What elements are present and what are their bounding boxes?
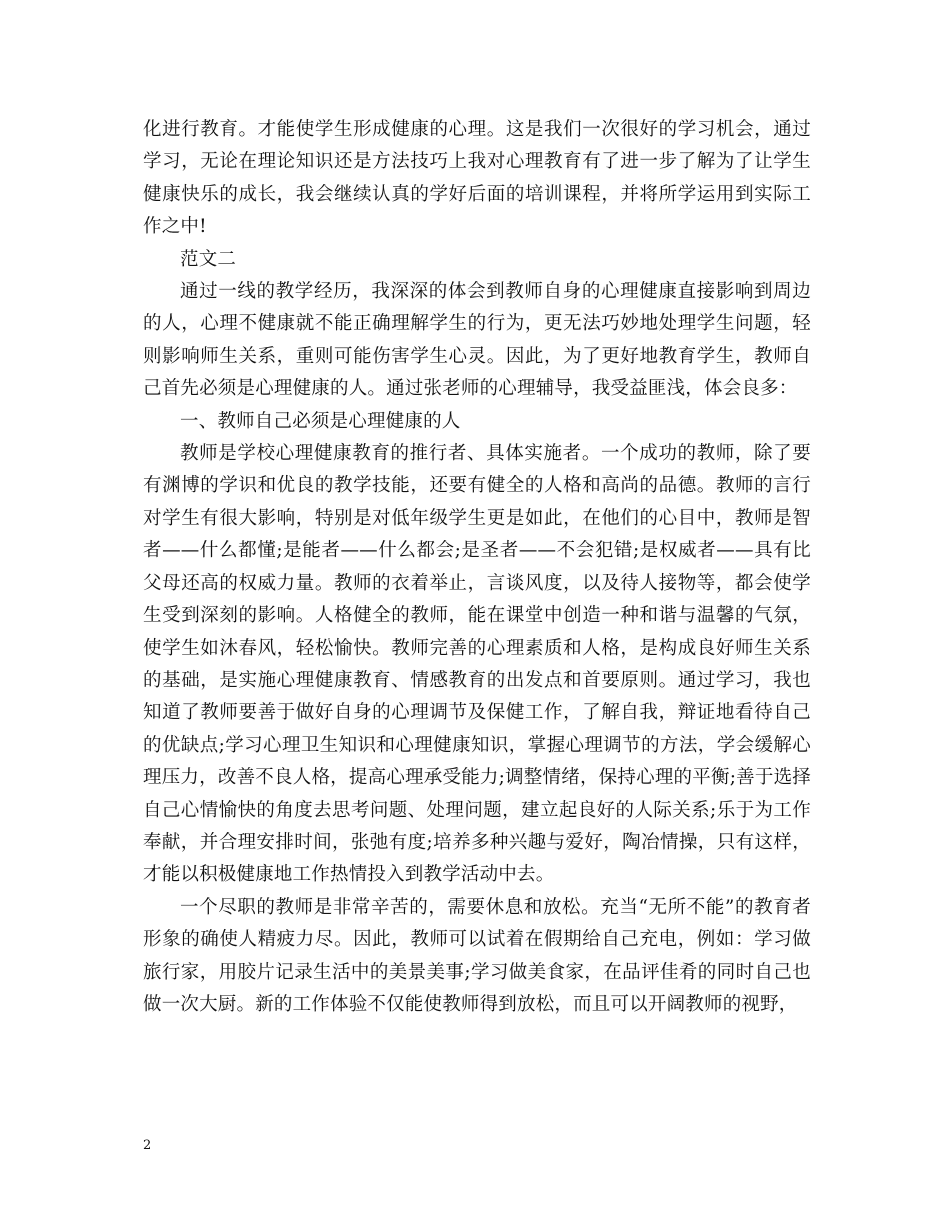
document-body bbox=[143, 114, 811, 1021]
page-number: 2 bbox=[143, 1138, 152, 1153]
paragraph-continuation: 化进行教育。才能使学生形成健康的心理。这是我们一次很好的学习机会，通过学习，无论在理论知识还是方法技巧上我对心理教育有了进一步了解为了让学生健康快乐的成长，我会继续认真的学好后面的培训课程，并将所学运用到实际工作之中! bbox=[143, 119, 811, 238]
subsection-heading: 一、教师自己必须是心理健康的人 bbox=[180, 410, 461, 432]
paragraph-teacher-role: 教师是学校心理健康教育的推行者、具体实施者。一个成功的教师，除了要有渊博的学识和优良的教学技能，还要有健全的人格和高尚的品德。教师的言行对学生有很大影响，特别是对低年级学生更是如此，在他们的心目中，教师是智者——什么都懂;是能者——什么都会;是圣者——不会犯错;是权威者——具有比父母还高的权威力量。教师的衣着举止，言谈风度，以及待人接物等，都会使学生受到深刻的影响。人格健全的教师，能在课堂中创造一种和谐与温馨的气氛，使学生如沐春风，轻松愉快。教师完善的心理素质和人格，是构成良好师生关系的基础，是实施心理健康教育、情感教育的出发点和首要原则。通过学习，我也知道了教师要善于做好自身的心理调节及保健工作，了解自我，辩证地看待自己的优缺点;学习心理卫生知识和心理健康知识，掌握心理调节的方法，学会缓解心理压力，改善不良人格，提高心理承受能力;调整情绪，保持心理的平衡;善于选择自己心情愉快的角度去思考问题、处理问题，建立起良好的人际关系;乐于为工作奉献，并合理安排时间，张弛有度;培养多种兴趣与爱好，陶冶情操，只有这样，才能以积极健康地工作热情投入到教学活动中去。 bbox=[143, 443, 811, 886]
paragraph-intro: 通过一线的教学经历，我深深的体会到教师自身的心理健康直接影响到周边的人，心理不健康就不能正确理解学生的行为，更无法巧妙地处理学生问题，轻则影响师生关系，重则可能伤害学生心灵。因此，为了更好地教育学生，教师自己首先必须是心理健康的人。通过张老师的心理辅导，我受益匪浅，体会良多： bbox=[143, 281, 811, 400]
paragraph-rest-and-relax: 一个尽职的教师是非常辛苦的，需要休息和放松。充当“无所不能”的教育者形象的确使人精疲力尽。因此，教师可以试着在假期给自己充电，例如：学习做旅行家，用胶片记录生活中的美景美事;学习做美食家，在品评佳肴的同时自己也做一次大厨。新的工作体验不仅能使教师得到放松，而且可以开阔教师的视野， bbox=[143, 896, 811, 1015]
section-heading-fanwen-er: 范文二 bbox=[180, 248, 237, 270]
